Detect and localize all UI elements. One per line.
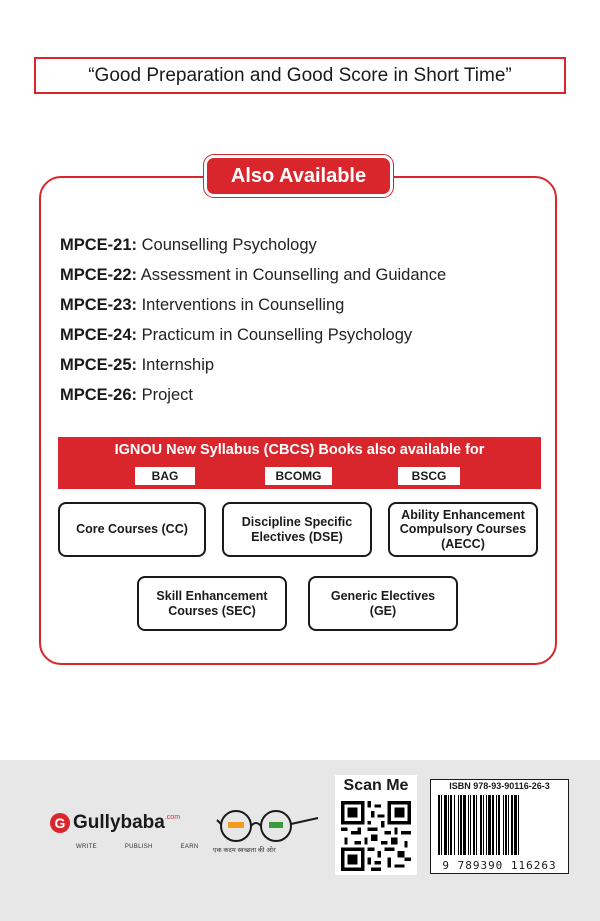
course-item — [60, 356, 446, 386]
category-label: Core Courses (CC) — [76, 522, 188, 537]
logo-text: Gullybaba — [73, 812, 165, 833]
course-title: Assessment in Counselling and Guidance — [137, 266, 447, 284]
category-aecc — [388, 502, 538, 557]
course-code: MPCE-23: — [60, 296, 138, 314]
course-item — [60, 386, 446, 416]
course-title: Interventions in Counselling — [137, 296, 345, 314]
logo-tag: PUBLISH — [124, 844, 153, 850]
ignou-banner — [58, 437, 541, 463]
category-core-courses — [58, 502, 206, 557]
also-available-heading: Also Available — [230, 164, 367, 187]
program-pill-bscg — [398, 467, 460, 485]
isbn-label: ISBN 978-93-90116-26-3 — [449, 781, 550, 791]
program-label: BSCG — [411, 469, 447, 483]
course-item — [60, 266, 446, 296]
course-code: MPCE-22: — [60, 266, 138, 284]
qr-code-icon[interactable] — [341, 801, 411, 871]
category-label: Ability Enhancement Compulsory Courses (AECC) — [399, 507, 527, 551]
course-code: MPCE-24: — [60, 326, 138, 344]
tagline-box — [34, 57, 566, 94]
category-label: Generic Electives (GE) — [330, 589, 436, 618]
course-code: MPCE-26: — [60, 386, 138, 404]
course-code: MPCE-21: — [60, 236, 138, 254]
tagline: “Good Preparation and Good Score in Short Time” — [88, 64, 512, 86]
logo-tag: EARN — [180, 844, 199, 850]
gullybaba-logo — [50, 812, 180, 834]
category-sec — [137, 576, 287, 631]
barcode-icon — [437, 795, 563, 855]
swachh-caption: एक कदम स्वच्छता की ओर — [213, 847, 276, 854]
course-item — [60, 326, 446, 356]
ignou-banner-text: IGNOU New Syllabus (CBCS) Books also available for — [114, 442, 485, 458]
course-title: Counselling Psychology — [137, 236, 317, 254]
program-label: BCOMG — [275, 469, 322, 483]
program-pill-bag — [135, 467, 195, 485]
scan-me-label: Scan Me — [343, 777, 409, 794]
logo-suffix: .com — [164, 814, 181, 821]
category-ge — [308, 576, 458, 631]
category-label: Discipline Specific Electives (DSE) — [241, 515, 353, 544]
also-available-badge — [204, 155, 393, 197]
program-pill-bcomg — [265, 467, 332, 485]
course-title: Internship — [137, 356, 215, 374]
course-list — [60, 236, 446, 416]
category-label: Skill Enhancement Courses (SEC) — [156, 589, 268, 618]
logo-tag: WRITE — [76, 844, 97, 850]
course-title: Practicum in Counselling Psychology — [137, 326, 413, 344]
program-label: BAG — [151, 469, 179, 483]
gullybaba-g-icon: G — [50, 813, 70, 833]
course-code: MPCE-25: — [60, 356, 138, 374]
logo-tagline — [76, 844, 199, 850]
course-title: Project — [137, 386, 193, 404]
isbn-digits: 9 789390 116263 — [442, 859, 557, 872]
course-item — [60, 296, 446, 326]
course-item — [60, 236, 446, 266]
category-dse — [222, 502, 372, 557]
